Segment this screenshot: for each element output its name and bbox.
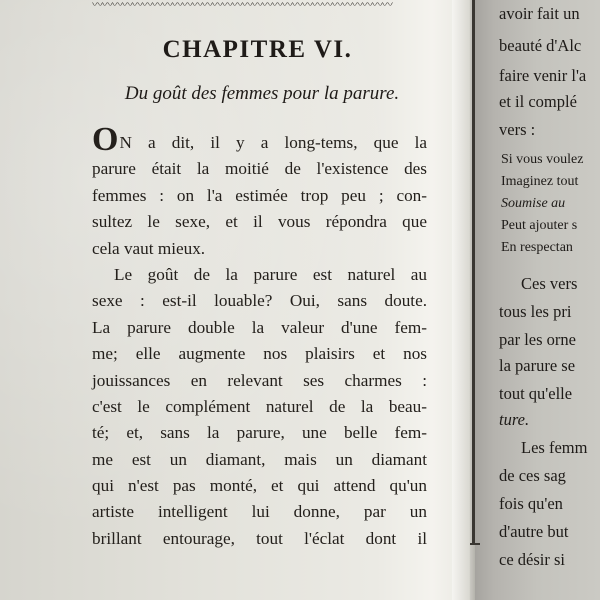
page-edge-mark bbox=[470, 543, 480, 545]
text-line: sexe : est-il louable? Oui, sans doute. bbox=[92, 291, 427, 311]
text-line: parure était la moitié de l'existence des bbox=[92, 159, 427, 179]
text-line: qui n'est pas monté, et qui attend qu'un bbox=[92, 476, 427, 496]
right-page-line: Imaginez tout bbox=[501, 174, 579, 189]
right-page-line: Peut ajouter s bbox=[501, 218, 578, 233]
right-page-line: tout qu'elle bbox=[499, 384, 573, 403]
right-page-line: Soumise au bbox=[501, 196, 566, 211]
text-line: artiste intelligent lui donne, par un bbox=[92, 502, 427, 522]
right-page-line: tous les pri bbox=[499, 302, 572, 321]
line-text: N a dit, il y a long-tems, que la bbox=[119, 133, 427, 152]
text-line: brillant entourage, tout l'éclat dont il bbox=[92, 528, 427, 548]
right-page-line: la parure se bbox=[499, 356, 576, 375]
text-line: Le goût de la parure est naturel au bbox=[114, 264, 427, 284]
right-page-line: et il complé bbox=[499, 92, 577, 111]
text-line: me; elle augmente nos plaisirs et nos bbox=[92, 344, 427, 364]
right-page-line: Si vous voulez bbox=[501, 152, 584, 167]
right-page-line: vers : bbox=[499, 120, 536, 139]
text-line: femmes : on l'a estimée trop peu ; con- bbox=[92, 185, 427, 205]
text-line: La parure double la valeur d'une fem- bbox=[92, 317, 427, 337]
right-page-line: ture. bbox=[499, 410, 530, 429]
right-page-line: ce désir si bbox=[499, 550, 565, 569]
ornamental-rule: 〰〰〰〰〰〰〰〰〰〰〰〰〰〰〰〰〰〰〰〰〰〰〰〰〰〰〰〰〰〰 bbox=[92, 0, 392, 10]
chapter-subtitle: Du goût des femmes pour la parure. bbox=[124, 83, 400, 104]
text-line: té; et, sans la parure, une belle fem- bbox=[92, 423, 427, 443]
right-page-line: beauté d'Alc bbox=[499, 36, 582, 55]
text-line bbox=[92, 121, 427, 158]
text-line: me est un diamant, mais un diamant bbox=[92, 449, 427, 469]
right-page-line: Les femm bbox=[521, 438, 588, 457]
text-line: cela vaut mieux. bbox=[92, 238, 206, 258]
body-text bbox=[92, 121, 427, 552]
text-line: c'est le complément naturel de la beau- bbox=[92, 396, 427, 416]
right-page-line: Ces vers bbox=[521, 274, 578, 293]
right-page-line: faire venir l'a bbox=[499, 66, 587, 85]
right-page bbox=[475, 0, 600, 600]
right-page-line: par les orne bbox=[499, 330, 576, 349]
right-page-line: avoir fait un bbox=[499, 4, 580, 23]
chapter-title: CHAPITRE VI. bbox=[162, 36, 353, 63]
right-page-line: fois qu'en bbox=[499, 494, 563, 513]
right-page-line: En respectan bbox=[501, 240, 573, 255]
page-edge-line bbox=[472, 0, 475, 545]
text-line: sultez le sexe, et il vous répondra que bbox=[92, 212, 427, 232]
right-page-line: de ces sag bbox=[499, 466, 566, 485]
text-line: jouissances en relevant ses charmes : bbox=[92, 370, 427, 390]
drop-cap: O bbox=[92, 121, 119, 158]
right-page-line: d'autre but bbox=[499, 522, 569, 541]
